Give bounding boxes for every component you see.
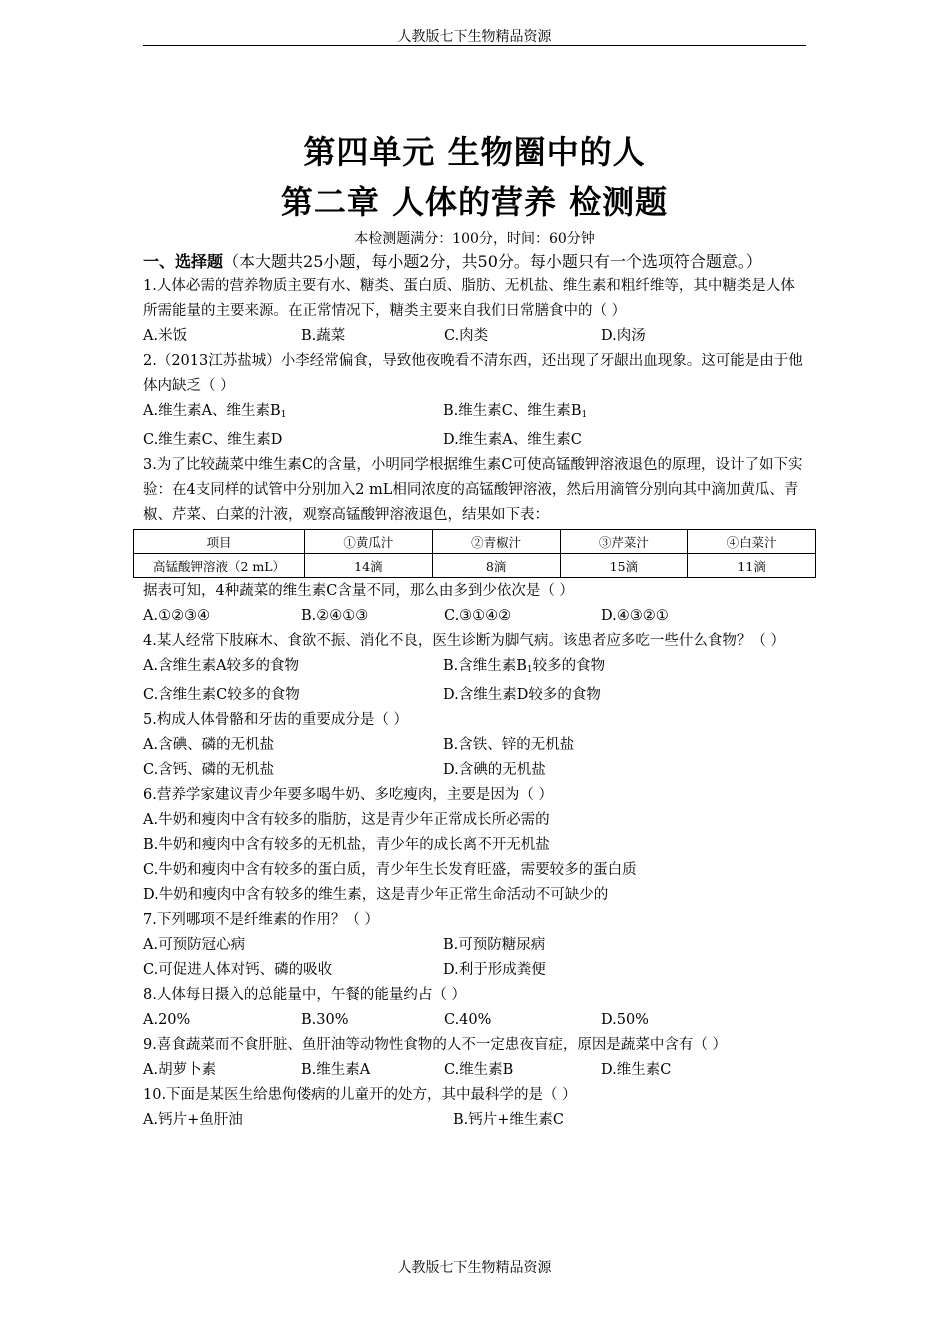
option-a: A.可预防冠心病 (143, 937, 246, 953)
question-1-stem: 1.人体必需的营养物质主要有水、糖类、蛋白质、脂肪、无机盐、维生素和粗纤维等，其中糖类是人体所需能量的主要来源。在正常情况下，糖类主要来自我们日常膳食中的（ ） (143, 278, 795, 319)
option-d: D.50% (601, 1012, 649, 1028)
table-cell: 14滴 (305, 554, 433, 578)
option-a: A.维生素A、维生素$B_1$ (143, 403, 287, 420)
table-cell: 高锰酸钾溶液（2 mL） (134, 554, 305, 578)
question-10-stem: 10.下面是某医生给患佝偻病的儿童开的处方，其中最科学的是（ ） (143, 1087, 577, 1103)
option-c: C.40% (444, 1012, 492, 1028)
option-c: C.含钙、磷的无机盐 (143, 762, 275, 778)
page-footer: 人教版七下生物精品资源 (397, 1260, 552, 1276)
option-d: D.牛奶和瘦肉中含有较多的维生素，这是青少年正常生命活动不可缺少的 (143, 887, 609, 903)
table-cell: 11滴 (688, 554, 816, 578)
question-9-options (143, 1058, 806, 1083)
exam-info: 本检测题满分：100分，时间：60分钟 (354, 231, 595, 247)
question-6-stem: 6.营养学家建议青少年要多喝牛奶、多吃瘦肉，主要是因为（ ） (143, 787, 553, 803)
option-a: A.含维生素A较多的食物 (143, 658, 300, 674)
question-8-stem: 8.人体每日摄入的总能量中，午餐的能量约占（ ） (143, 987, 466, 1003)
option-d: D.含维生素D较多的食物 (443, 687, 601, 703)
option-a: A.米饭 (143, 328, 188, 344)
question-10-options (143, 1108, 806, 1133)
table-header-cell: ④白菜汁 (688, 530, 816, 554)
option-a: A.牛奶和瘦肉中含有较多的脂肪，这是青少年正常成长所必需的 (143, 812, 550, 828)
option-c: C.维生素C、维生素D (143, 432, 283, 448)
question-2-options-row2 (143, 428, 806, 453)
option-b: B.维生素C、维生素$B_1$ (443, 403, 588, 420)
question-3-options (143, 604, 806, 629)
option-c: C.维生素B (444, 1062, 514, 1078)
question-4-options-row2 (143, 683, 806, 708)
option-a: A.含碘、磷的无机盐 (143, 737, 275, 753)
question-5-stem: 5.构成人体骨骼和牙齿的重要成分是（ ） (143, 712, 408, 728)
question-7-options-row2 (143, 958, 806, 983)
option-d: D.利于形成粪便 (443, 962, 546, 978)
question-5-options-row2 (143, 758, 806, 783)
question-4-stem: 4.某人经常下肢麻木、食欲不振、消化不良，医生诊断为脚气病。该患者应多吃一些什么食物？（ ） (143, 633, 785, 649)
option-d: D.④③②① (601, 608, 669, 624)
option-b: B.蔬菜 (301, 328, 346, 344)
option-c: C.含维生素C较多的食物 (143, 687, 300, 703)
question-7-options-row1 (143, 933, 806, 958)
question-1-options (143, 324, 806, 349)
option-a: A.①②③④ (143, 608, 211, 624)
option-b: B.②④①③ (301, 608, 369, 624)
question-2-options-row1 (143, 399, 806, 428)
section-desc: （本大题共25小题，每小题2分，共50分。每小题只有一个选项符合题意。） (223, 252, 762, 271)
table-header-cell: 项目 (134, 530, 305, 554)
option-b: B.含铁、锌的无机盐 (443, 737, 575, 753)
table-header-row (134, 530, 816, 554)
experiment-table (133, 529, 816, 578)
question-8-options (143, 1008, 806, 1033)
section-heading (143, 250, 806, 274)
table-header-cell: ②青椒汁 (432, 530, 560, 554)
table-cell: 8滴 (432, 554, 560, 578)
option-b: B.维生素A (301, 1062, 371, 1078)
table-header-cell: ①黄瓜汁 (305, 530, 433, 554)
table-cell: 15滴 (560, 554, 688, 578)
option-d: D.肉汤 (601, 328, 646, 344)
question-3-stem: 3.为了比较蔬菜中维生素C的含量，小明同学根据维生素C可使高锰酸钾溶液退色的原理，设计了如下实验：在4支同样的试管中分别加入2 mL相同浓度的高锰酸钾溶液，然后用滴管分别向其中滴加黄瓜、青椒、芹菜、白菜的汁液，观察高锰酸钾溶液退色，结果如下表： (143, 457, 803, 523)
page-header: 人教版七下生物精品资源 (397, 29, 552, 45)
unit-title: 第四单元 生物圈中的人 (303, 133, 646, 171)
option-d: D.维生素A、维生素C (443, 432, 582, 448)
option-c: C.肉类 (444, 328, 489, 344)
option-b: B.可预防糖尿病 (443, 937, 546, 953)
table-row (134, 554, 816, 578)
section-label: 一、选择题 (143, 252, 224, 271)
question-5-options-row1 (143, 733, 806, 758)
option-d: D.含碘的无机盐 (443, 762, 546, 778)
chapter-title: 第二章 人体的营养 检测题 (280, 183, 669, 221)
table-header-cell: ③芹菜汁 (560, 530, 688, 554)
option-b: B.30% (301, 1012, 349, 1028)
header-rule (143, 45, 806, 46)
option-c: C.③①④② (444, 608, 512, 624)
option-a: A.20% (143, 1012, 191, 1028)
question-3-followup: 据表可知，4种蔬菜的维生素C含量不同，那么由多到少依次是（ ） (143, 583, 574, 599)
option-b: B.钙片+维生素C (453, 1112, 565, 1128)
option-c: C.牛奶和瘦肉中含有较多的蛋白质，青少年生长发育旺盛，需要较多的蛋白质 (143, 862, 637, 878)
question-7-stem: 7.下列哪项不是纤维素的作用？（ ） (143, 912, 379, 928)
document-body (143, 128, 806, 1133)
option-a: A.钙片+鱼肝油 (143, 1112, 243, 1128)
option-a: A.胡萝卜素 (143, 1062, 217, 1078)
option-b: B.牛奶和瘦肉中含有较多的无机盐，青少年的成长离不开无机盐 (143, 837, 550, 853)
question-2-stem: 2.（2013江苏盐城）小李经常偏食，导致他夜晚看不清东西，还出现了牙龈出血现象。这可能是由于他体内缺乏（ ） (143, 353, 803, 394)
option-c: C.可促进人体对钙、磷的吸收 (143, 962, 333, 978)
option-d: D.维生素C (601, 1062, 672, 1078)
option-b: B.含维生素$B_1$较多的食物 (443, 658, 606, 675)
question-4-options-row1 (143, 654, 806, 683)
question-9-stem: 9.喜食蔬菜而不食肝脏、鱼肝油等动物性食物的人不一定患夜盲症，原因是蔬菜中含有（ ） (143, 1037, 727, 1053)
